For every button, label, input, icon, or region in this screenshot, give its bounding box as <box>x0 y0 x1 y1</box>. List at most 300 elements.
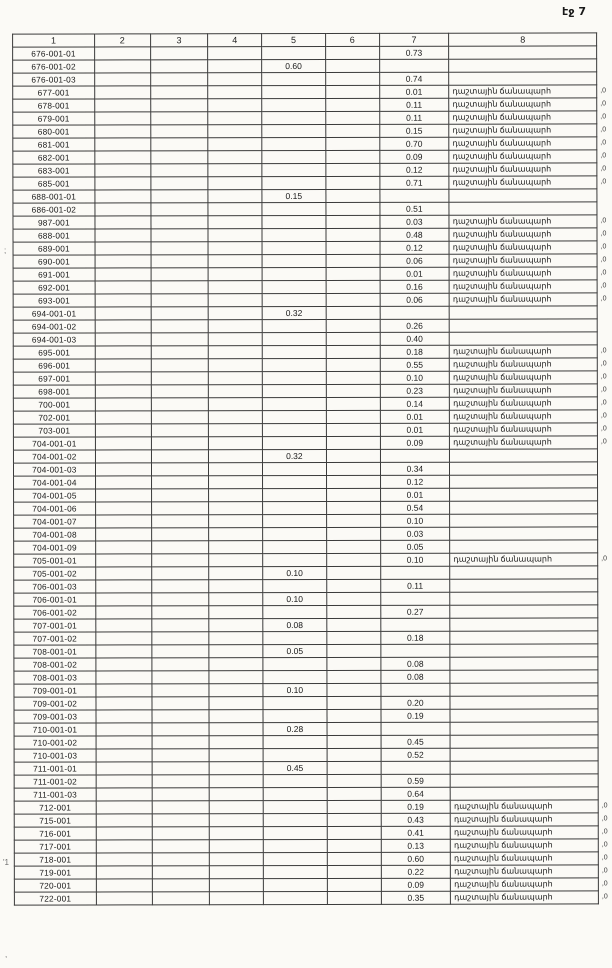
area-value-cell <box>263 735 327 748</box>
area-value-cell <box>209 723 263 736</box>
area-value-cell <box>327 748 381 761</box>
area-value-cell <box>327 800 381 813</box>
area-value-cell <box>151 489 209 502</box>
area-value-cell <box>327 735 381 748</box>
margin-mark: ,0 <box>600 373 607 381</box>
area-value-cell <box>262 436 326 449</box>
area-value-cell <box>262 137 326 150</box>
area-value-cell <box>326 293 380 306</box>
margin-mark <box>597 189 611 202</box>
land-type-cell <box>450 462 598 475</box>
parcel-id-cell: 704-001-08 <box>14 528 96 541</box>
margin-mark <box>598 774 612 787</box>
land-type-cell <box>449 59 597 72</box>
land-type-cell: դաշտային ճանապարհ <box>451 865 599 878</box>
area-value-cell <box>96 645 152 658</box>
parcel-id-cell: 711-001-01 <box>14 762 96 775</box>
area-value-cell <box>326 267 380 280</box>
area-value-cell: 0.40 <box>380 332 450 345</box>
area-value-cell: 0.22 <box>381 865 451 878</box>
area-value-cell <box>151 268 209 281</box>
margin-space <box>597 33 611 46</box>
area-value-cell: 0.32 <box>262 449 326 462</box>
area-value-cell <box>96 840 152 853</box>
area-value-cell <box>96 853 152 866</box>
parcel-id-cell: 688-001-01 <box>13 190 95 203</box>
area-value-cell: 0.19 <box>381 800 451 813</box>
area-value-cell <box>263 527 327 540</box>
area-value-cell <box>95 424 151 437</box>
table-row <box>14 774 612 788</box>
area-value-cell <box>327 631 381 644</box>
area-value-cell <box>262 111 326 124</box>
area-value-cell <box>263 657 327 670</box>
area-value-cell <box>326 423 380 436</box>
area-value-cell <box>208 99 262 112</box>
parcel-id-cell: 706-001-02 <box>14 606 96 619</box>
table-row <box>13 384 611 398</box>
area-value-cell <box>327 683 381 696</box>
area-value-cell: 0.01 <box>380 267 450 280</box>
parcel-id-cell: 695-001 <box>13 346 95 359</box>
parcel-id-cell: 700-001 <box>13 398 95 411</box>
area-value-cell <box>96 775 152 788</box>
area-value-cell <box>152 723 210 736</box>
area-value-cell: 0.11 <box>379 111 449 124</box>
table-row <box>14 852 612 866</box>
area-value-cell <box>151 567 209 580</box>
area-value-cell <box>151 515 209 528</box>
area-value-cell <box>95 164 151 177</box>
parcel-id-cell: 708-001-02 <box>14 658 96 671</box>
area-value-cell <box>151 658 209 671</box>
area-value-cell <box>151 424 209 437</box>
parcel-id-cell: 704-001-02 <box>13 450 95 463</box>
area-value-cell <box>263 865 327 878</box>
area-value-cell <box>262 72 326 85</box>
area-value-cell: 0.10 <box>263 683 327 696</box>
area-value-cell <box>263 488 327 501</box>
margin-mark: ,0 <box>600 230 607 238</box>
area-value-cell <box>262 371 326 384</box>
area-value-cell <box>262 215 326 228</box>
table-row <box>13 124 611 138</box>
area-value-cell <box>209 359 263 372</box>
parcel-id-cell: 716-001 <box>14 827 96 840</box>
parcel-id-cell: 704-001-04 <box>14 476 96 489</box>
area-value-cell <box>96 710 152 723</box>
area-value-cell <box>210 866 264 879</box>
area-value-cell <box>95 86 151 99</box>
area-value-cell <box>326 436 380 449</box>
land-type-cell <box>450 527 598 540</box>
area-value-cell <box>209 762 263 775</box>
area-value-cell: 0.23 <box>380 384 450 397</box>
margin-mark <box>598 683 612 696</box>
area-value-cell <box>325 72 379 85</box>
area-value-cell <box>95 151 151 164</box>
area-value-cell <box>151 645 209 658</box>
area-value-cell <box>326 345 380 358</box>
area-value-cell <box>208 320 262 333</box>
area-value-cell <box>326 228 380 241</box>
margin-mark <box>598 735 612 748</box>
margin-mark: ,0 <box>600 178 607 186</box>
area-value-cell <box>151 580 209 593</box>
area-value-cell: 0.16 <box>380 280 450 293</box>
area-value-cell: 0.51 <box>379 202 449 215</box>
area-value-cell <box>209 411 263 424</box>
area-value-cell <box>326 280 380 293</box>
area-value-cell <box>152 801 210 814</box>
area-value-cell <box>152 697 210 710</box>
land-type-cell: դաշտային ճանապարհ <box>450 800 598 813</box>
land-type-cell <box>450 709 598 722</box>
area-value-cell <box>210 840 264 853</box>
scan-speck: ; <box>4 246 7 255</box>
area-value-cell <box>151 632 209 645</box>
area-value-cell <box>208 60 262 73</box>
land-type-cell: դաշտային ճանապարհ <box>449 254 597 267</box>
area-value-cell <box>209 398 263 411</box>
table-row <box>13 189 611 203</box>
land-type-cell: դաշտային ճանապարհ <box>450 358 598 371</box>
table-row <box>14 501 612 515</box>
area-value-cell: 0.32 <box>262 306 326 319</box>
area-value-cell <box>262 280 326 293</box>
area-value-cell <box>96 697 152 710</box>
area-value-cell <box>326 371 380 384</box>
area-value-cell <box>152 736 210 749</box>
parcel-id-cell: 704-001-03 <box>13 463 95 476</box>
area-value-cell: 0.05 <box>380 540 450 553</box>
area-value-cell: 0.35 <box>381 891 451 904</box>
area-value-cell <box>262 254 326 267</box>
margin-mark: ,0 <box>600 269 607 277</box>
area-value-cell <box>152 879 210 892</box>
area-value-cell <box>95 346 151 359</box>
land-type-cell <box>449 306 597 319</box>
area-value-cell <box>209 606 263 619</box>
area-value-cell <box>326 163 380 176</box>
margin-mark: ,0 <box>600 425 607 433</box>
table-row <box>14 644 612 658</box>
area-value-cell: 0.28 <box>263 722 327 735</box>
area-value-cell <box>151 359 209 372</box>
table-row <box>14 826 612 840</box>
area-value-cell: 0.08 <box>380 657 450 670</box>
area-value-cell <box>326 462 380 475</box>
land-type-cell <box>450 787 598 800</box>
area-value-cell <box>325 98 379 111</box>
area-value-cell: 0.12 <box>379 163 449 176</box>
area-value-cell: 0.64 <box>381 787 451 800</box>
parcel-id-cell: 718-001 <box>14 853 96 866</box>
margin-mark: ,0 <box>600 399 607 407</box>
area-value-cell <box>96 788 152 801</box>
table-row <box>13 371 611 385</box>
table-row <box>14 670 612 684</box>
area-value-cell <box>94 47 150 60</box>
area-value-cell <box>326 475 380 488</box>
area-value-cell <box>151 411 209 424</box>
column-header: 6 <box>325 33 379 46</box>
land-type-cell <box>450 696 598 709</box>
parcel-id-cell: 717-001 <box>14 840 96 853</box>
margin-mark: ,0 <box>600 126 607 134</box>
parcel-id-cell: 694-001-01 <box>13 307 95 320</box>
table-row <box>14 891 612 905</box>
area-value-cell <box>210 853 264 866</box>
area-value-cell <box>263 553 327 566</box>
area-value-cell <box>152 853 210 866</box>
margin-mark: ,0 <box>600 295 607 303</box>
land-type-cell <box>449 46 597 59</box>
area-value-cell <box>326 527 380 540</box>
area-value-cell <box>208 268 262 281</box>
area-value-cell <box>95 554 151 567</box>
area-value-cell <box>326 215 380 228</box>
page-number-label: էջ 7 <box>562 5 586 18</box>
area-value-cell <box>96 593 152 606</box>
land-type-cell <box>450 631 598 644</box>
area-value-cell <box>95 229 151 242</box>
area-value-cell <box>263 605 327 618</box>
margin-mark: ,0 <box>601 815 608 823</box>
area-value-cell <box>96 606 152 619</box>
parcel-id-cell: 711-001-03 <box>14 788 96 801</box>
area-value-cell <box>152 775 210 788</box>
area-value-cell: 0.43 <box>381 813 451 826</box>
area-value-cell <box>152 788 210 801</box>
table-row <box>14 748 612 762</box>
area-value-cell <box>327 761 381 774</box>
table-row <box>13 397 611 411</box>
area-value-cell <box>326 254 380 267</box>
area-value-cell <box>96 892 152 905</box>
area-value-cell <box>151 346 209 359</box>
margin-mark: ,0 <box>600 139 607 147</box>
area-value-cell <box>380 566 450 579</box>
parcel-id-cell: 705-001-01 <box>14 554 96 567</box>
margin-mark: ,0 <box>600 360 607 368</box>
area-value-cell: 0.27 <box>380 605 450 618</box>
area-value-cell <box>209 658 263 671</box>
table-row <box>14 592 612 606</box>
area-value-cell: 0.01 <box>379 85 449 98</box>
parcel-id-cell: 676-001-01 <box>13 47 95 60</box>
area-value-cell <box>327 670 381 683</box>
area-value-cell <box>327 644 381 657</box>
area-value-cell <box>96 879 152 892</box>
margin-mark <box>598 514 612 527</box>
table-row <box>14 787 612 801</box>
column-header: 1 <box>13 34 95 47</box>
area-value-cell <box>327 878 381 891</box>
area-value-cell <box>209 502 263 515</box>
area-value-cell <box>94 73 150 86</box>
area-value-cell <box>95 528 151 541</box>
area-value-cell <box>209 528 263 541</box>
area-value-cell <box>152 892 210 905</box>
margin-mark: ,0 <box>600 217 607 225</box>
table-row <box>14 813 612 827</box>
land-type-cell: դաշտային ճանապարհ <box>451 878 599 891</box>
margin-mark: ,0 <box>601 854 608 862</box>
land-type-cell: դաշտային ճանապարհ <box>450 813 598 826</box>
table-row <box>14 683 612 697</box>
area-value-cell <box>152 866 210 879</box>
area-value-cell <box>208 190 262 203</box>
land-type-cell: դաշտային ճանապարհ <box>449 241 597 254</box>
area-value-cell <box>96 814 152 827</box>
scan-speck: '1 <box>3 858 9 867</box>
margin-mark: ,0 <box>600 282 607 290</box>
land-type-cell <box>449 189 597 202</box>
parcel-id-cell: 683-001 <box>13 164 95 177</box>
margin-mark <box>598 696 612 709</box>
area-value-cell <box>95 125 151 138</box>
area-value-cell <box>209 424 263 437</box>
area-value-cell <box>96 619 152 632</box>
margin-mark <box>597 306 611 319</box>
area-value-cell: 0.20 <box>380 696 450 709</box>
area-value-cell <box>209 788 263 801</box>
margin-mark: ,0 <box>600 256 607 264</box>
area-value-cell <box>96 801 152 814</box>
area-value-cell <box>150 86 208 99</box>
area-value-cell <box>150 203 208 216</box>
area-value-cell <box>95 112 151 125</box>
area-value-cell <box>95 255 151 268</box>
area-value-cell <box>209 619 263 632</box>
margin-mark: ,0 <box>600 152 607 160</box>
parcel-id-cell: 679-001 <box>13 112 95 125</box>
margin-mark <box>597 202 611 215</box>
table-row <box>13 59 611 73</box>
area-value-cell: 0.10 <box>263 566 327 579</box>
area-value-cell <box>262 46 326 59</box>
area-value-cell <box>263 670 327 683</box>
table-row <box>14 553 612 567</box>
parcel-id-cell: 706-001-01 <box>14 593 96 606</box>
area-value-cell <box>151 671 209 684</box>
table-row <box>13 462 611 476</box>
area-value-cell <box>326 189 380 202</box>
area-value-cell <box>327 605 381 618</box>
parcel-id-cell: 709-001-01 <box>14 684 96 697</box>
area-value-cell <box>151 320 209 333</box>
margin-mark <box>598 566 612 579</box>
land-type-cell: դաշտային ճանապարհ <box>451 852 599 865</box>
area-value-cell: 0.15 <box>262 189 326 202</box>
parcel-id-cell: 694-001-03 <box>13 333 95 346</box>
margin-mark <box>598 540 612 553</box>
area-value-cell <box>327 696 381 709</box>
table-row <box>13 228 611 242</box>
area-value-cell <box>209 749 263 762</box>
area-value-cell <box>326 111 380 124</box>
parcel-id-cell: 702-001 <box>13 411 95 424</box>
margin-mark: ,0 <box>601 880 608 888</box>
area-value-cell <box>95 541 151 554</box>
area-value-cell <box>95 437 151 450</box>
area-value-cell <box>151 684 209 697</box>
area-value-cell <box>262 267 326 280</box>
margin-mark <box>598 787 612 800</box>
parcel-id-cell: 715-001 <box>14 814 96 827</box>
table-row <box>14 709 612 723</box>
area-value-cell: 0.34 <box>380 462 450 475</box>
area-value-cell <box>263 813 327 826</box>
area-value-cell <box>327 774 381 787</box>
area-value-cell <box>95 320 151 333</box>
area-value-cell: 0.18 <box>380 631 450 644</box>
area-value-cell: 0.10 <box>380 553 450 566</box>
table-row <box>13 46 611 60</box>
margin-mark <box>598 488 612 501</box>
area-value-cell <box>208 151 262 164</box>
area-value-cell <box>208 125 262 138</box>
parcel-id-cell: 698-001 <box>13 385 95 398</box>
land-type-cell: դաշտային ճանապարհ <box>449 137 597 150</box>
area-value-cell <box>208 47 262 60</box>
table-row <box>14 475 612 489</box>
area-value-cell <box>210 892 264 905</box>
area-value-cell <box>208 242 262 255</box>
area-value-cell <box>263 631 327 644</box>
margin-mark <box>598 722 612 735</box>
area-value-cell <box>262 241 326 254</box>
area-value-cell <box>263 748 327 761</box>
table-row <box>14 696 612 710</box>
margin-mark: ,0 <box>600 412 607 420</box>
land-type-cell <box>450 488 598 501</box>
area-value-cell <box>150 138 208 151</box>
land-type-cell <box>449 319 597 332</box>
scan-speck: , <box>5 950 8 959</box>
table-row <box>13 319 611 333</box>
margin-mark: ,0 <box>601 841 608 849</box>
area-value-cell <box>95 99 151 112</box>
area-value-cell <box>263 696 327 709</box>
table-row <box>14 657 612 671</box>
area-value-cell: 0.45 <box>381 735 451 748</box>
table-row <box>14 514 612 528</box>
area-value-cell <box>151 372 209 385</box>
area-value-cell: 0.03 <box>379 215 449 228</box>
land-type-cell: դաշտային ճանապարհ <box>449 228 597 241</box>
area-value-cell <box>263 800 327 813</box>
parcel-id-cell: 703-001 <box>13 424 95 437</box>
area-value-cell <box>326 358 380 371</box>
margin-mark <box>597 449 611 462</box>
area-value-cell <box>208 73 262 86</box>
area-value-cell <box>326 514 380 527</box>
area-value-cell <box>262 397 326 410</box>
table-row <box>13 280 611 294</box>
land-parcel-table <box>12 32 612 905</box>
area-value-cell <box>208 203 262 216</box>
land-type-cell: դաշտային ճանապարհ <box>450 410 598 423</box>
area-value-cell: 0.14 <box>380 397 450 410</box>
area-value-cell <box>262 345 326 358</box>
area-value-cell <box>326 501 380 514</box>
column-header: 7 <box>379 33 449 46</box>
table-row <box>13 85 611 99</box>
area-value-cell <box>262 228 326 241</box>
parcel-id-cell: 685-001 <box>13 177 95 190</box>
